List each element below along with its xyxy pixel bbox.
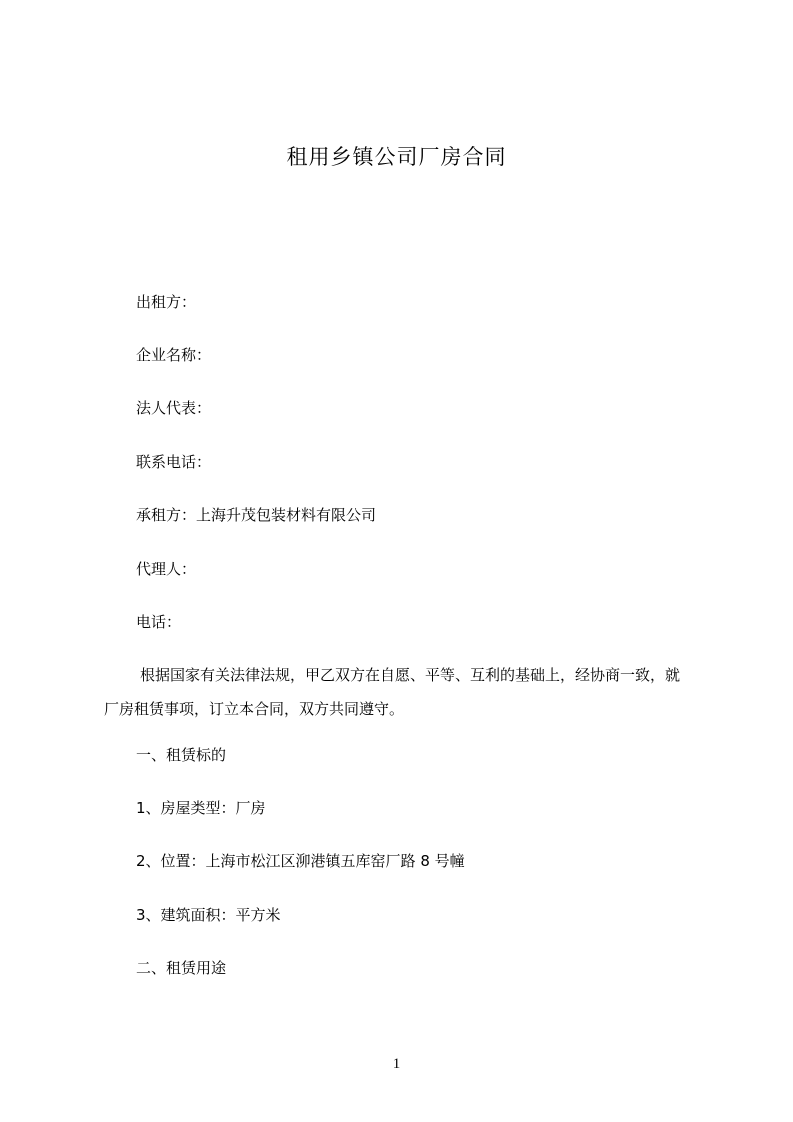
item-3: 3、建筑面积：平方米 xyxy=(136,906,281,924)
phone-label: 电话： xyxy=(136,613,182,631)
lessee-line: 承租方：上海升茂包装材料有限公司 xyxy=(136,506,377,524)
legal-rep-label: 法人代表： xyxy=(136,399,212,417)
company-name-label: 企业名称： xyxy=(136,346,212,364)
item-1: 1、房屋类型：厂房 xyxy=(136,799,266,817)
lessor-label: 出租方： xyxy=(136,293,197,311)
contact-phone-label: 联系电话： xyxy=(136,453,212,471)
section2-heading: 二、租赁用途 xyxy=(136,959,227,977)
intro-paragraph: 根据国家有关法律法规，甲乙双方在自愿、平等、互利的基础上，经协商一致，就厂房租赁事项，订立本合同，双方共同遵守。 xyxy=(104,666,681,718)
section1-heading: 一、租赁标的 xyxy=(136,746,227,764)
page-number: 1 xyxy=(392,1056,401,1072)
document-title: 租用乡镇公司厂房合同 xyxy=(286,145,507,169)
item-2: 2、位置：上海市松江区泖港镇五库窑厂路 8 号幢 xyxy=(136,852,465,870)
agent-label: 代理人： xyxy=(136,560,197,578)
